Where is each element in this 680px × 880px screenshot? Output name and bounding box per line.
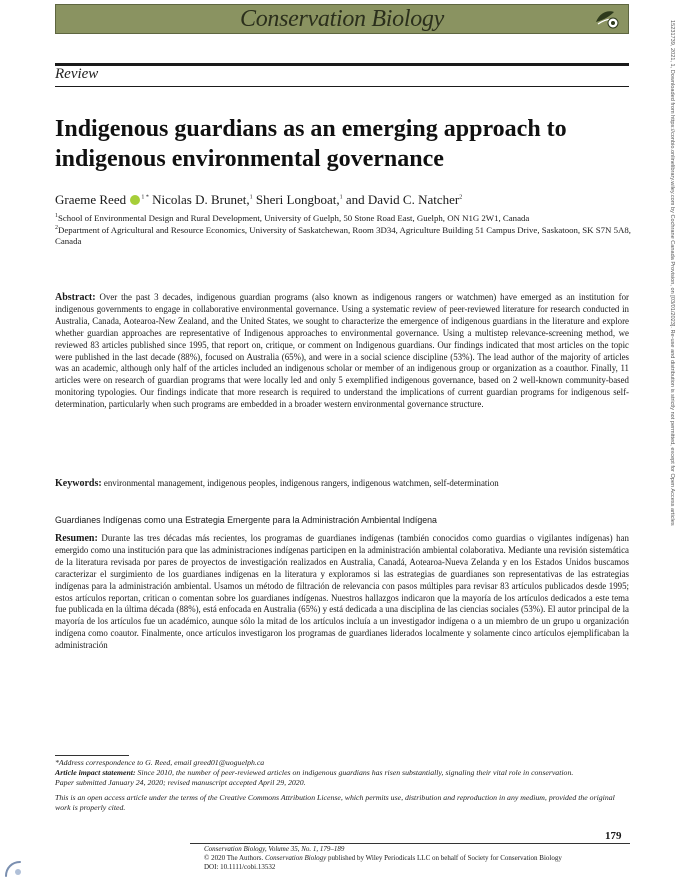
resumen-label: Resumen:	[55, 533, 98, 544]
affiliation-2	[55, 223, 635, 247]
footnotes	[55, 758, 631, 813]
scroll-badge-icon[interactable]	[4, 858, 24, 878]
license-note: This is an open access article under the terms of the Creative Commons Attribution License, which permits use, distribution and reproduction in any medium, provided the original work is properly cited.	[55, 793, 615, 813]
author-name[interactable]: Sheri Longboat,	[255, 192, 340, 207]
article-title: Indigenous guardians as an emerging approach to indigenous environmental governance	[55, 116, 567, 172]
keywords-label: Keywords:	[55, 478, 102, 489]
author-name[interactable]: Graeme Reed	[55, 192, 127, 207]
correspondence-note: *Address correspondence to G. Reed, email greed01@uoguelph.ca	[55, 758, 265, 767]
header-rule	[55, 63, 629, 66]
resumen	[55, 533, 629, 652]
author-list	[55, 192, 635, 208]
citation-doi[interactable]: DOI: 10.1111/cobi.13532	[204, 863, 276, 871]
impact-statement	[55, 768, 631, 778]
section-label: Review	[55, 66, 99, 82]
download-stamp: 15231739, 2021, 1, Downloaded from https://conbio.onlinelibrary.wiley.com by Cochrane Canada Provision, on [03/01/2023]. Re-use and distribution is strictly not permitted, except for Open Access articles	[669, 20, 675, 526]
submission-note: Paper submitted January 24, 2020; revised manuscript accepted April 29, 2020.	[55, 777, 306, 787]
affiliation-sup: 1	[55, 213, 58, 219]
abstract	[55, 292, 629, 411]
citation-rule	[190, 843, 630, 844]
affiliation-1	[55, 211, 635, 224]
author-sup: 1	[249, 194, 253, 201]
orcid-icon[interactable]	[130, 195, 140, 205]
keywords-text: environmental management, indigenous peoples, indigenous rangers, indigenous watchmen, self-determination	[103, 478, 499, 488]
author-sup: 1 *	[141, 194, 149, 201]
affiliation-text: School of Environmental Design and Rural Development, University of Guelph, 50 Stone Road East, Guelph, ON N1G 2W1, Canada	[58, 212, 530, 223]
copyright-text: © 2020 The Authors.	[204, 854, 264, 862]
footnote-rule	[55, 755, 129, 756]
citation-block	[204, 845, 634, 872]
journal-masthead	[55, 4, 629, 34]
spanish-title: Guardianes Indígenas como una Estrategia Emergente para la Administración Ambiental Indígena	[55, 515, 437, 525]
affiliation-text: Department of Agricultural and Resource Economics, University of Saskatchewan, Room 3D34, Agriculture Building 51 Campus Drive, Saskatoon, SK S7N 5A8, Canada	[55, 224, 631, 246]
conservation-biology-leaf-logo-icon	[594, 8, 620, 30]
journal-name: Conservation Biology	[240, 6, 444, 32]
page-number: 179	[605, 830, 622, 842]
author-name[interactable]: Nicolas D. Brunet,	[152, 192, 250, 207]
author-sup: 2	[459, 194, 463, 201]
keywords	[55, 478, 629, 490]
citation-copyright	[204, 854, 634, 863]
impact-label: Article impact statement:	[55, 767, 136, 777]
abstract-text: Over the past 3 decades, indigenous guardian programs (also known as indigenous rangers or watchmen) have emerged as an institution for indigenous governments to engage in collaborative environmental governance. Using a systematic review of peer-reviewed literature for research conducted in Australia, Canada, Aotearoa-New Zealand, and the United States, we sought to characterize the emergence of indigenous guardians in the literature and explore whether guardian approaches are representative of Indigenous approaches to environmental governance. Using a multistep relevance-screening method, we reviewed 83 articles published since 1995, that report on, critique, or comment on Indigenous guardians. Our findings indicated that most articles on the topic were published in the last decade (88%), focused on Australia (65%), and were in a social science discipline (53%). The lead author of the majority of articles was an academic, although only half of the articles included an indigenous scholar or member of an indigenous group or organization as a coauthor. Finally, 11 articles were on research of guardian programs that were locally led and only 5 exemplified indigenous governance, based on 2 well-known community-based monitoring typologies. Our findings indicate that more research is required to understand the implications of current guardian programs for indigenous self-determination, particularly when such programs are embedded in a broader western environmental governance structure.	[55, 292, 629, 410]
affiliation-sup: 2	[55, 225, 58, 231]
author-name[interactable]: and David C. Natcher	[345, 192, 460, 207]
copyright-publisher: published by Wiley Periodicals LLC on behalf of Society for Conservation Biology	[328, 854, 562, 862]
copyright-journal: Conservation Biology	[265, 854, 327, 862]
abstract-label: Abstract:	[55, 292, 96, 303]
citation-volume: Conservation Biology, Volume 35, No. 1, 179–189	[204, 845, 345, 853]
author-sup: 1	[339, 194, 343, 201]
resumen-text: Durante las tres décadas más recientes, los programas de guardianes indígenas (también conocidos como guardias o vigilantes indígenas) han emergido como una institución para que las administraciones indígenas participen en la administración ambiental colaborativa. Mediante una revisión sistemática de la literatura revisada por pares de proyectos de investigación realizados en Australia, Canadá, Aotearoa-Nueva Zelanda y en los Estados Unidos buscamos caracterizar el surgimiento de los guardianes indígenas en la literatura y exploramos si las estrategias de guardianes son representativas de las estrategias indígenas para la administración ambiental. Usamos un método de filtración de relevancia con pasos múltiples para revisar 83 artículos publicados desde 1995; estos artículos reportan, critican o comentan sobre los guardianes indígenas. Nuestros hallazgos indicaron que la mayoría de los artículos dedicados a este tema fue publicada en la última década (88%), está enfocada en Australia (65%) y está dedicada a una disciplina de las ciencias sociales (53%). El autor principal de la mayoría de los artículos fue un académico, aunque sólo la mitad de los artículos incluía a un investigador indígena o a un miembro de un grupo u organización indígena como coautor. Finalmente, once artículos investigaron los programas de guardianes liderados localmente y solamente cinco artículos ejemplificaban la administración	[55, 533, 629, 651]
impact-text: Since 2010, the number of peer-reviewed articles on indigenous guardians has risen substantially, signaling their vital role in conservation.	[137, 767, 574, 777]
section-rule	[55, 86, 629, 87]
